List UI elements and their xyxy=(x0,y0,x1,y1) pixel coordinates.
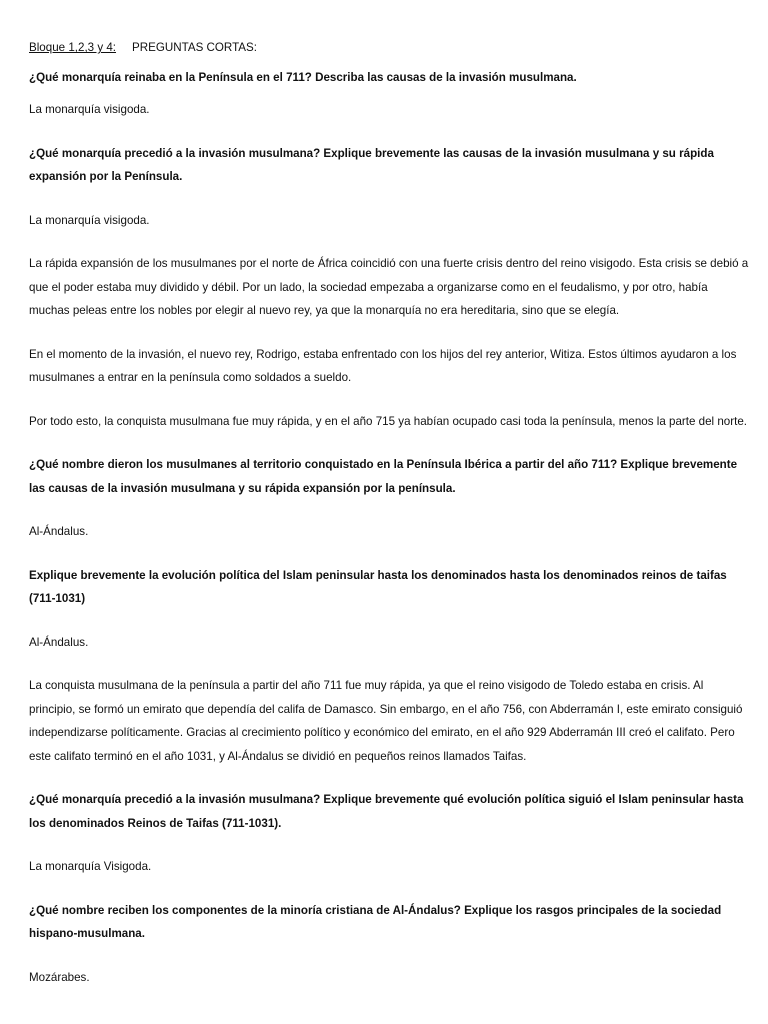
answer-4-short: Al-Ándalus. xyxy=(29,635,89,649)
question-2: ¿Qué monarquía precedió a la invasión musulmana? Explique brevemente las causas de la invasión musulmana y su rápida expansión por la Península. xyxy=(29,146,714,183)
answer-3: Al-Ándalus. xyxy=(29,525,89,538)
question-3: ¿Qué nombre dieron los musulmanes al territorio conquistado en la Península Ibérica a partir del año 711? Explique brevemente las causas de la invasión musulmana y su rápida expansión por la península. xyxy=(29,458,738,495)
answer-6: Mozárabes. xyxy=(29,970,90,984)
answer-1: La monarquía visigoda. xyxy=(29,103,150,116)
header-title: PREGUNTAS CORTAS: xyxy=(132,41,257,54)
answer-5: La monarquía Visigoda. xyxy=(29,860,152,873)
question-1: ¿Qué monarquía reinaba en la Península en el 711? Describa las causas de la invasión musulmana. xyxy=(29,70,577,84)
question-4: Explique brevemente la evolución política del Islam peninsular hasta los denominados hasta los denominados reinos de taifas (711-1031) xyxy=(29,568,727,605)
answer-2-paragraph-1: La rápida expansión de los musulmanes por el norte de África coincidió con una fuerte crisis dentro del reino visigodo. Esta crisis se debió a que el poder estaba muy dividido y débil. Por un lado, la sociedad empezaba a organizarse como en el feudalismo, y por otro, había muchas peleas entre los nobles por elegir al nuevo rey, ya que la monarquía no era hereditaria, sino que se elegía. xyxy=(29,257,749,317)
answer-2-paragraph-3: Por todo esto, la conquista musulmana fue muy rápida, y en el año 715 ya habían ocupado casi toda la península, menos la parte del norte. xyxy=(29,414,747,428)
document-page xyxy=(29,36,751,989)
question-6: ¿Qué nombre reciben los componentes de la minoría cristiana de Al-Ándalus? Explique los rasgos principales de la sociedad hispano-musulmana. xyxy=(29,903,722,940)
block-label: Bloque 1,2,3 y 4: xyxy=(29,41,117,54)
answer-2-paragraph-2: En el momento de la invasión, el nuevo rey, Rodrigo, estaba enfrentado con los hijos del rey anterior, Witiza. Estos últimos ayudaron a los musulmanes a entrar en la península como soldados a sueldo. xyxy=(29,347,737,384)
answer-4-paragraph: La conquista musulmana de la península a partir del año 711 fue muy rápida, ya que el reino visigodo de Toledo estaba en crisis. Al principio, se formó un emirato que dependía del califa de Damasco. Sin embargo, en el año 756, con Abderramán I, este emirato consiguió independizarse políticamente. Gracias al crecimiento político y económico del emirato, en el año 929 Abderramán III creó el califato. Pero este califato terminó en el año 1031, y Al-Ándalus se dividió en pequeños reinos llamados Taifas. xyxy=(29,679,743,763)
document-header xyxy=(29,36,751,60)
answer-2-short: La monarquía visigoda. xyxy=(29,213,150,227)
question-5: ¿Qué monarquía precedió a la invasión musulmana? Explique brevemente qué evolución política siguió el Islam peninsular hasta los denominados Reinos de Taifas (711-1031). xyxy=(29,793,744,830)
